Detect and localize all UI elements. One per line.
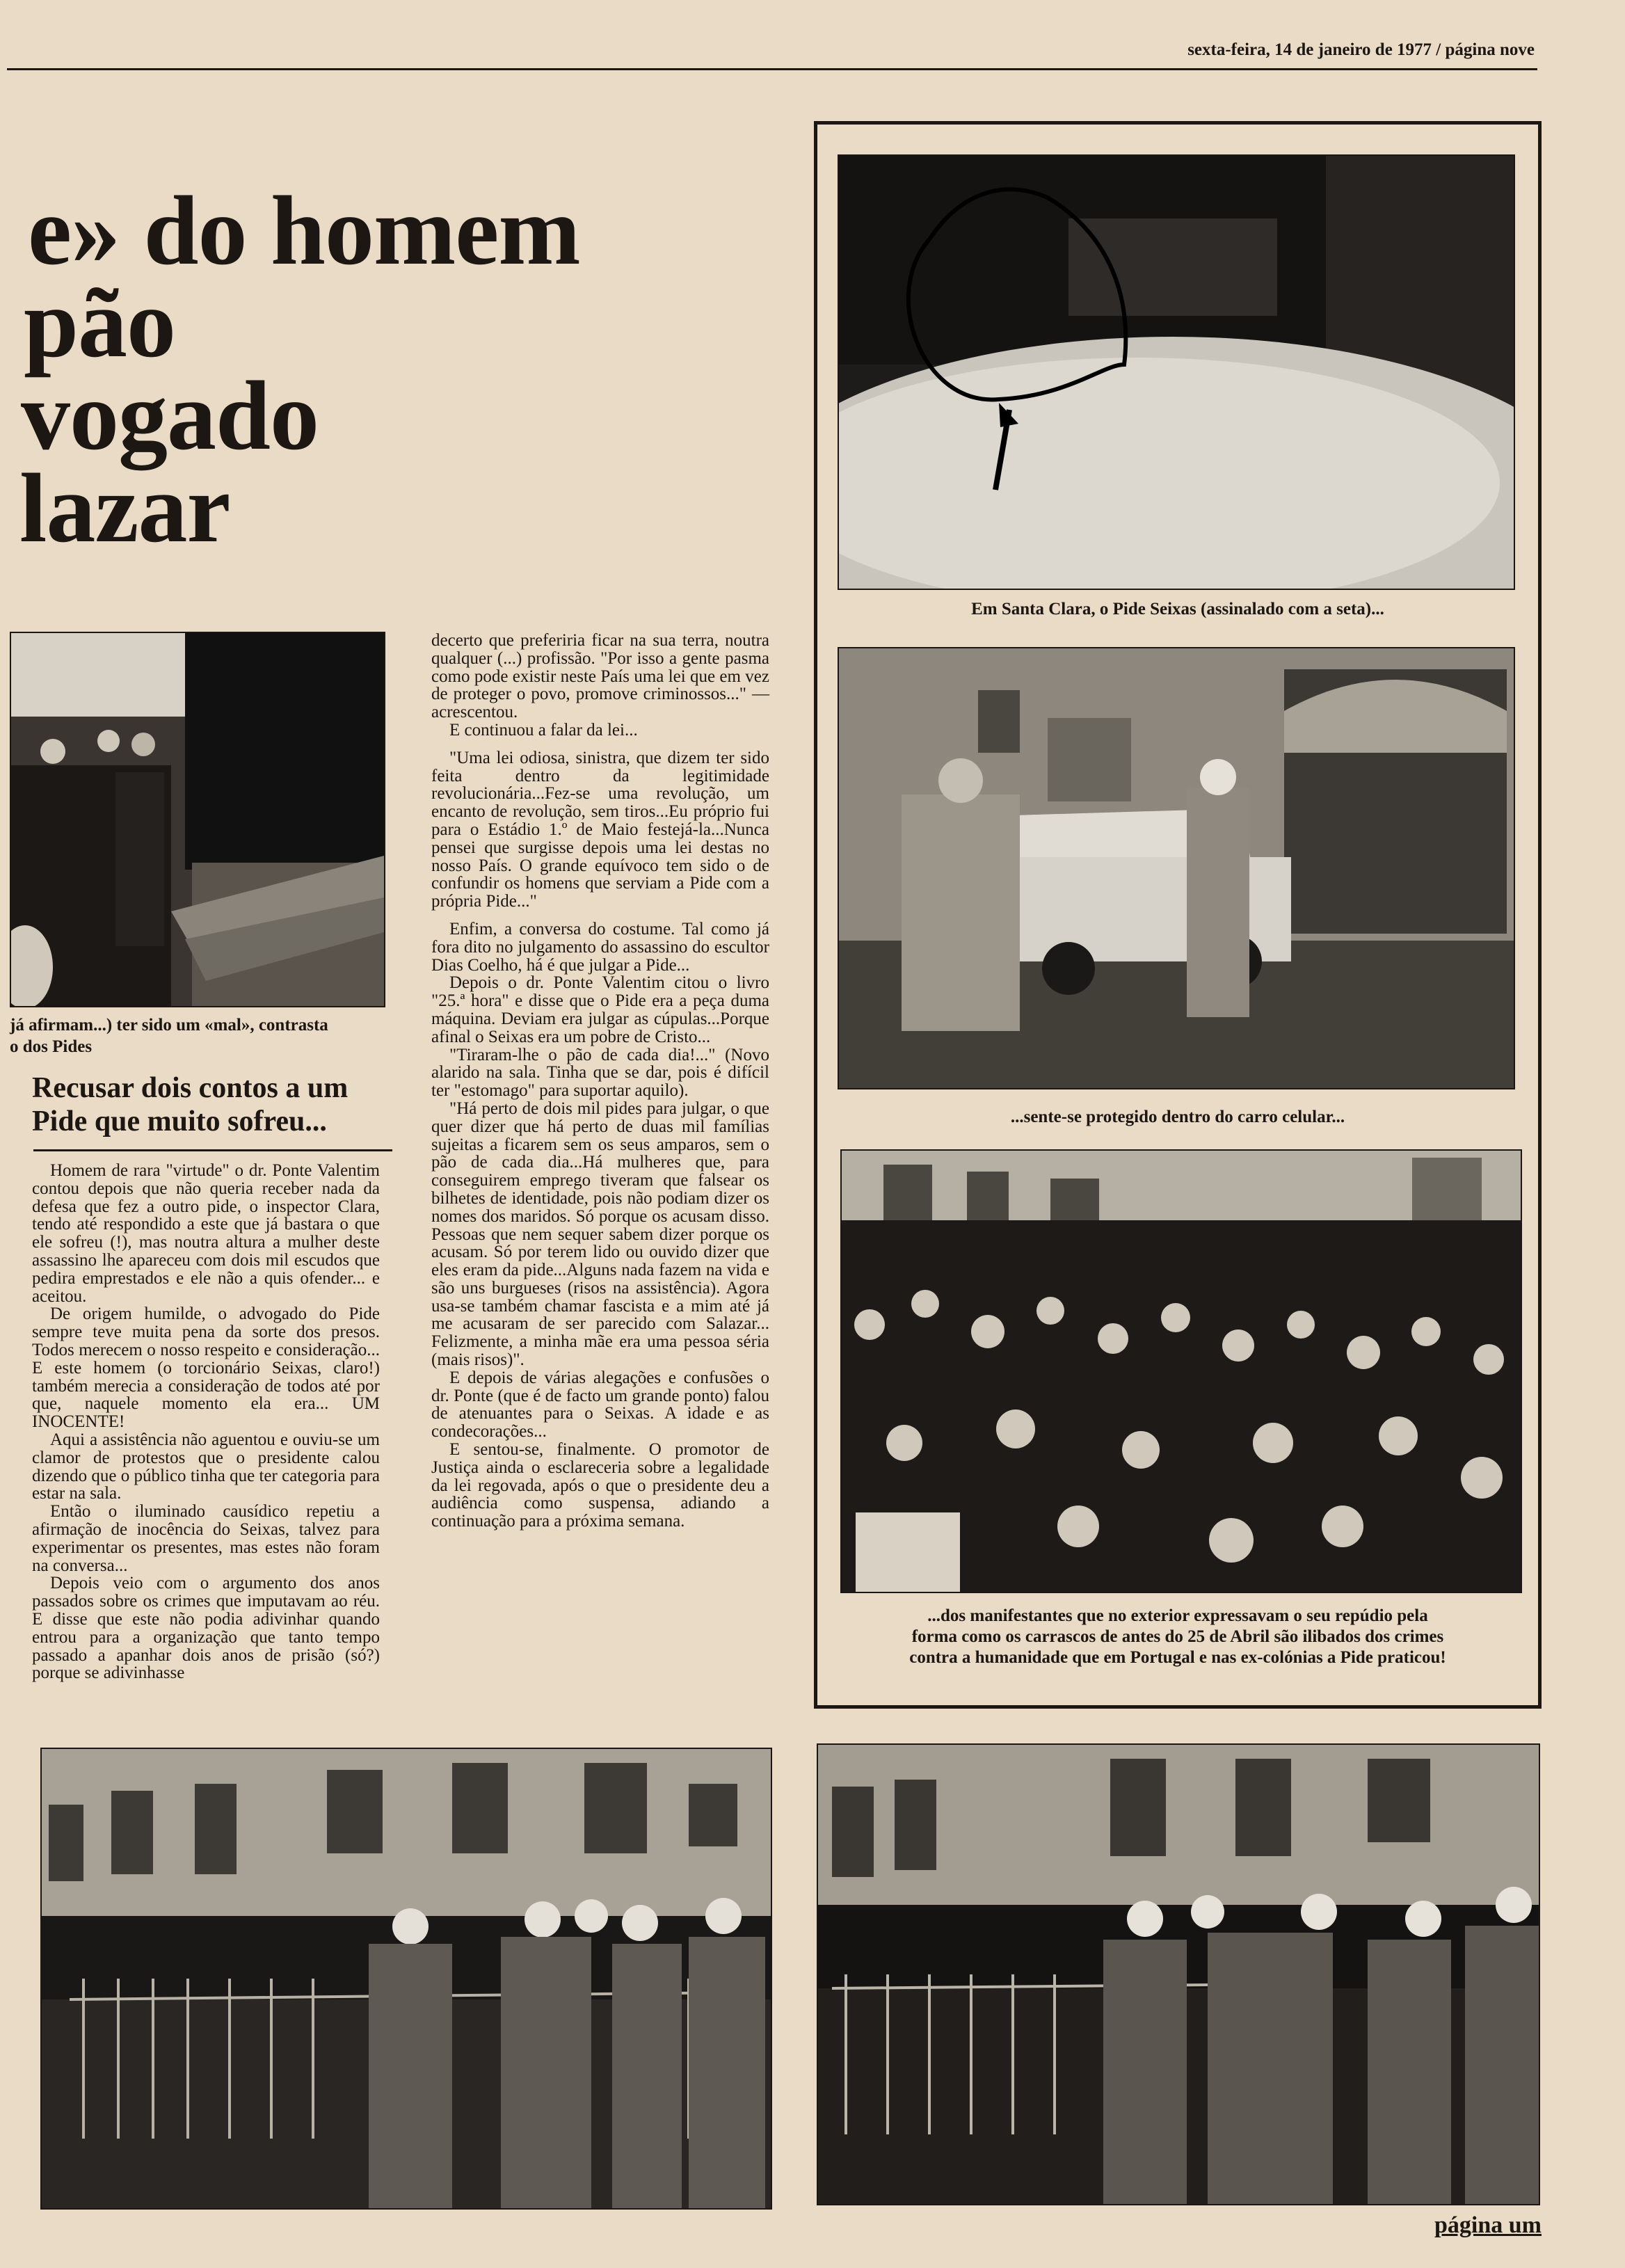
col1-paragraph-2: De origem humilde, o advogado do Pide sempre teve muita pena da sorte dos presos. Todos merecem o nosso respeito e consideração... E este homem (o torcionário Seixas, claro!) também merecia a consideração de todos até por que, naquele momento ela era... UM INOCENTE!: [32, 1304, 380, 1432]
col1-paragraph-1: Homem de rara "virtude" o dr. Ponte Valentim contou depois que não queria receber nada da defesa que fez a outro pide, o inspector Clara, tendo até respondido a este que já bastara o que ele sofreu (!), mas noutra altura a mulher deste assassino lhe apareceu com dois mil escudos que pedira emprestados e ele não a quis ofender... e aceitou.: [32, 1161, 380, 1306]
photo-left-caption: [10, 1014, 420, 1057]
footer-page-link[interactable]: página um: [1434, 2212, 1542, 2238]
col2-paragraph-8: E depois de várias alegações e confusões o dr. Ponte (que é de facto um grande ponto) falou de atenuantes para o Seixas. A idade e as condecorações...: [431, 1368, 769, 1442]
headline-line-3: vogado: [21, 360, 319, 470]
photo-left-caption-line-2: o dos Pides: [10, 1037, 93, 1056]
photo-3-caption-line-2: forma como os carrascos de antes do 25 de Abril são ilibados dos crimes: [911, 1627, 1444, 1646]
col2-paragraph-4: Enfim, a conversa do costume. Tal como já fora dito no julgamento do assassino do escultor Dias Coelho, há é que julgar a Pide...: [431, 919, 769, 975]
headline: [19, 175, 779, 563]
col2-paragraph-6: "Tiraram-lhe o pão de cada dia!..." (Novo alarido na sala. Tinha que se dar, pois é difícil ter "estomago" para suportar aquilo).: [431, 1045, 769, 1101]
photo-left-caption-line-1: já afirmam...) ter sido um «mal», contrasta: [10, 1016, 328, 1035]
photo-3-caption-line-1: ...dos manifestantes que no exterior expressavam o seu repúdio pela: [927, 1606, 1428, 1625]
header-date: sexta-feira, 14 de janeiro de 1977: [1187, 40, 1432, 59]
col1-paragraph-5: Depois veio com o argumento dos anos passados sobre os crimes que imputavam ao réu. E disse que este não podia adivinhar quando entrou para a organização que tanto tempo passado a apanhar dois anos de prisão (só?) porque se adivinhasse: [32, 1574, 380, 1683]
col1-paragraph-4: Então o iluminado causídico repetiu a afirmação de inocência do Seixas, talvez para experimentar os presentes, mas estes não foram na conversa...: [32, 1502, 380, 1575]
photo-2-caption: ...sente-se protegido dentro do carro celular...: [1010, 1108, 1345, 1126]
header-page: / página nove: [1436, 40, 1535, 59]
photo-seixas-marked: [838, 154, 1515, 590]
photo-police-crowd: [10, 632, 385, 1007]
subhead: Recusar dois contos a um Pide que muito sofreu...: [32, 1072, 349, 1137]
photo-police-barrier-left: [40, 1748, 772, 2210]
photo-police-van: [838, 647, 1515, 1089]
article-column-1: [32, 1162, 380, 1682]
col2-paragraph-3: "Uma lei odiosa, sinistra, que dizem ter sido feita dentro da legitimidade revolucionária...Fez-se uma revolução, um encanto de revolução, sem tiros...Eu próprio fui para o Estádio 1.º de Maio festejá-la...Nunca pensei que surgisse depois uma lei destas no nosso País. O grande equívoco tem sido o de confundir os homens que serviam a Pide com a própria Pide...": [431, 748, 769, 911]
header-rule: [7, 68, 1537, 70]
headline-line-2: pão: [24, 268, 175, 378]
headline-line-1: e» do homem: [28, 175, 580, 285]
headline-line-4: lazar: [19, 453, 230, 563]
article-column-2: [431, 632, 769, 1531]
col1-paragraph-3: Aqui a assistência não aguentou e ouviu-se um clamor de protestos que o presidente calou dizendo que o público tinha que ter categoria para estar na sala.: [32, 1430, 380, 1503]
subhead-rule: [33, 1149, 392, 1151]
photo-1-caption: Em Santa Clara, o Pide Seixas (assinalado com a seta)...: [971, 600, 1384, 618]
photo-3-caption-line-3: contra a humanidade que em Portugal e nas ex-colónias a Pide praticou!: [909, 1648, 1446, 1667]
photo-police-barrier-right: [817, 1743, 1540, 2205]
col2-paragraph-9: E sentou-se, finalmente. O promotor de Justiça ainda o esclareceria sobre a legalidade da lei regovada, após o que o presidente deu a audiência como suspensa, adiando a continuação para a próxima semana.: [431, 1440, 769, 1531]
col2-paragraph-5: Depois o dr. Ponte Valentim citou o livro "25.ª hora" e disse que o Pide era a peça duma máquina. Deviam era julgar as cúpulas...Porque afinal o Seixas era um pobre de Cristo...: [431, 973, 769, 1046]
header-dateline: [1187, 40, 1535, 60]
photo-protest-crowd: [840, 1149, 1522, 1593]
col2-paragraph-1: decerto que preferiria ficar na sua terra, noutra qualquer (...) profissão. "Por isso a gente pasma como pode existir neste País uma lei que em vez de proteger o povo, promove criminossos..." — acrescentou.: [431, 631, 769, 722]
col2-paragraph-7: "Há perto de dois mil pides para julgar, o que quer dizer que há perto de duas mil famílias sujeitas a ficarem sem os seus amparos, sem o pão de cada dia...Há mulheres que, para conseguirem emprego tiveram que falsear os bilhetes de identidade, pois não podiam dizer os nomes dos maridos. Só porque os acusam disso. Pessoas que nem sequer sabem dizer porque os acusam. Só por terem lido ou ouvido dizer que eles eram da pide...Alguns nada fazem na vida e são uns burgueses (risos na assistência). Agora usa-se também chamar fascista e a mim até já me acusaram de ser parecido com Salazar... Felizmente, a minha mãe era uma pessoa séria (mais risos)".: [431, 1099, 769, 1370]
col2-paragraph-2: E continuou a falar da lei...: [449, 720, 638, 740]
photo-3-caption: [814, 1606, 1542, 1668]
